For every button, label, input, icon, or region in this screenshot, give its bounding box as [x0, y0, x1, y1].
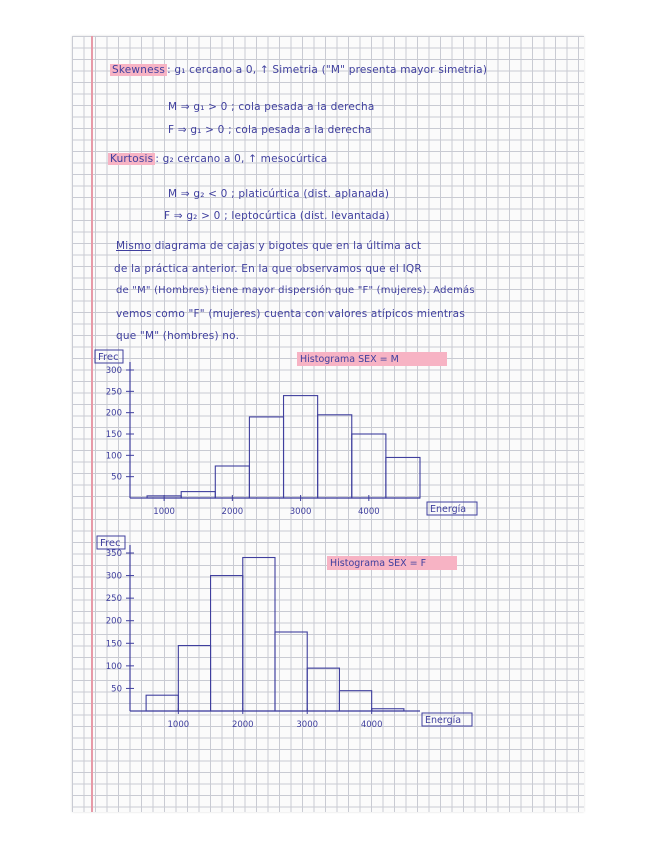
kurtosis-f: F ⇒ g₂ > 0 ; leptocúrtica (dist. levantada) [164, 210, 390, 222]
histogram-female [90, 528, 500, 736]
histogram-bar [181, 492, 215, 498]
paragraph-start: Mismo [116, 240, 152, 252]
skewness-label: Skewness [112, 64, 166, 76]
histogram-bar [243, 558, 275, 711]
y-tick-label: 150 [105, 430, 122, 440]
kurtosis-heading [108, 153, 327, 165]
x-tick-label: 3000 [289, 507, 312, 517]
y-tick-label: 300 [105, 366, 122, 376]
y-axis-label: Frec [98, 352, 119, 363]
chart-title: Histograma SEX = F [330, 558, 427, 569]
histogram-bar [386, 457, 420, 498]
histogram-bar [372, 709, 404, 711]
y-tick-label: 50 [111, 472, 122, 483]
paragraph-line-5: que "M" (hombres) no. [116, 330, 240, 342]
y-tick-label: 150 [105, 639, 122, 650]
y-axis-label: Frec [100, 538, 121, 549]
x-tick-label: 4000 [358, 507, 380, 517]
kurtosis-label: Kurtosis [110, 153, 154, 165]
x-tick-label: 2000 [221, 507, 244, 517]
x-tick-label: 1000 [153, 507, 175, 517]
x-tick-label: 4000 [360, 720, 383, 730]
paragraph-line-2: de la práctica anterior. En la que observamos que el IQR [114, 263, 422, 275]
paragraph-line-3: de "M" (Hombres) tiene mayor dispersión que "F" (mujeres). Además [116, 285, 475, 296]
kurtosis-m: M ⇒ g₂ < 0 ; platicúrtica (dist. aplanada) [168, 188, 390, 200]
x-tick-label: 1000 [167, 720, 190, 730]
histogram-male [90, 340, 500, 530]
skewness-m: M ⇒ g₁ > 0 ; cola pesada a la derecha [168, 101, 375, 113]
histogram-bar [307, 668, 339, 711]
y-tick-label: 300 [105, 571, 122, 582]
y-tick-label: 250 [105, 594, 122, 605]
paragraph-line-1-rest: diagrama de cajas y bigotes que en la última act [151, 240, 422, 252]
histogram-bar [146, 695, 178, 711]
histogram-bar [178, 646, 210, 711]
y-tick-label: 200 [105, 408, 122, 419]
y-tick-label: 100 [105, 661, 122, 672]
y-tick-label: 350 [105, 549, 122, 559]
skewness-heading [110, 64, 487, 76]
histogram-bar [352, 434, 386, 498]
chart-title: Histograma SEX = M [300, 354, 399, 365]
x-tick-label: 3000 [296, 720, 319, 730]
skewness-line: : g₁ cercano a 0, ↑ Simetria ("M" presenta mayor simetria) [167, 64, 488, 76]
histogram-bar [249, 417, 283, 498]
y-tick-label: 200 [105, 616, 122, 627]
y-tick-label: 100 [105, 451, 122, 462]
histogram-bar [318, 415, 352, 498]
histogram-bar [215, 466, 249, 498]
kurtosis-line: : g₂ cercano a 0, ↑ mesocúrtica [155, 153, 328, 165]
y-tick-label: 50 [111, 684, 122, 695]
histogram-bar [339, 691, 371, 711]
paragraph-line-4: vemos como "F" (mujeres) cuenta con valores atípicos mientras [116, 308, 465, 320]
histogram-bar [275, 632, 307, 711]
histogram-bar [284, 396, 318, 498]
x-tick-label: 2000 [231, 720, 254, 730]
histogram-bar [211, 576, 243, 711]
paragraph-line-1 [116, 240, 421, 252]
y-tick-label: 250 [105, 387, 122, 398]
x-axis-label: Energía [430, 504, 467, 515]
skewness-f: F ⇒ g₁ > 0 ; cola pesada a la derecha [168, 124, 372, 136]
x-axis-label: Energía [425, 715, 462, 726]
